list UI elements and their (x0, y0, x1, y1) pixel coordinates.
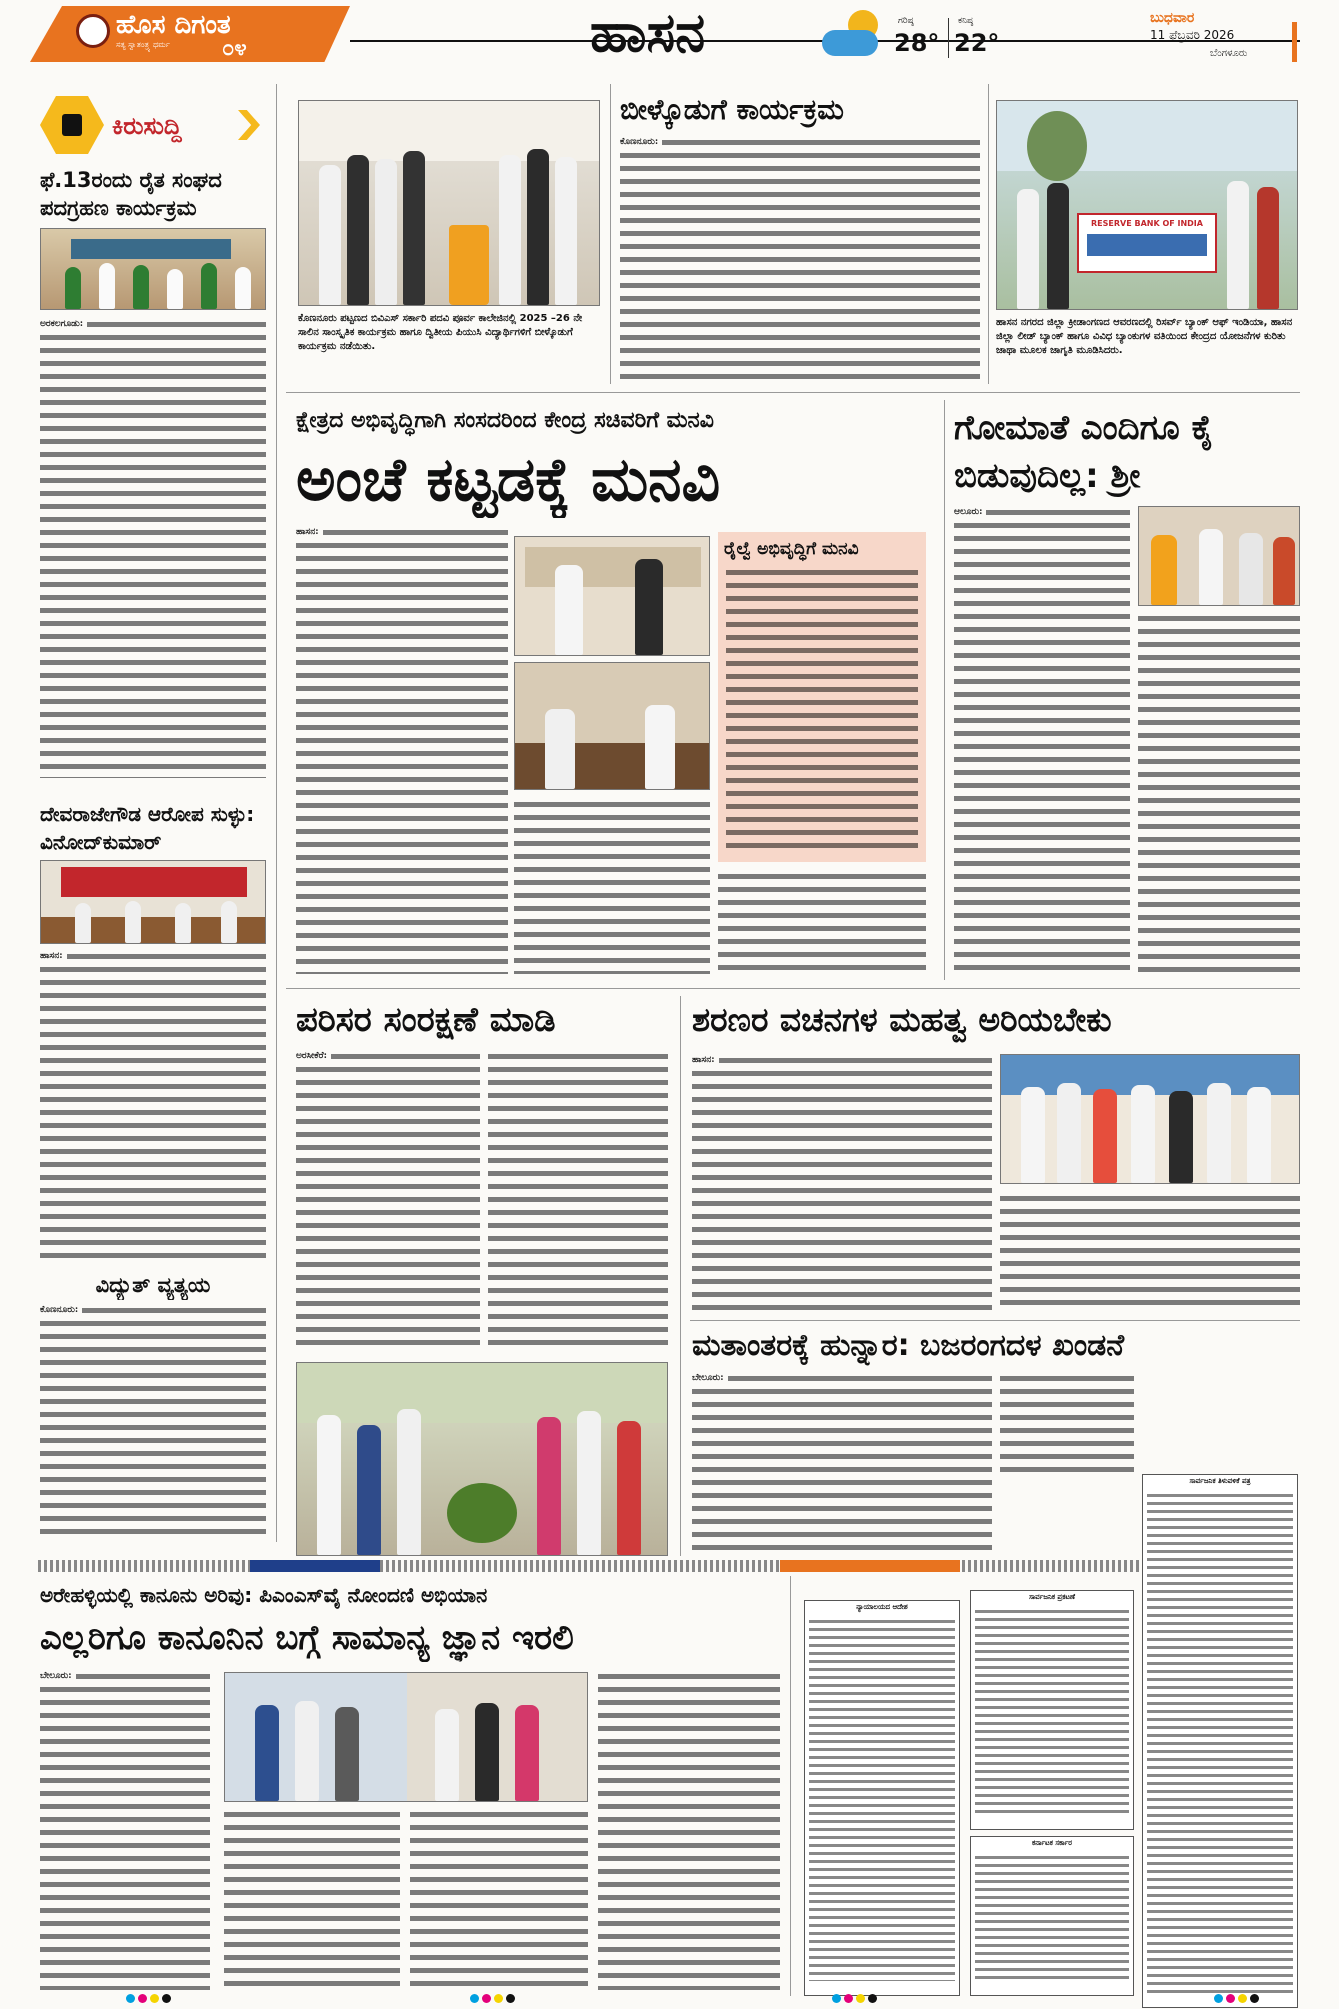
notice-strip-accent-orange (780, 1560, 960, 1572)
kanoonu-body-col-1 (40, 1670, 210, 1990)
notice-strip-accent-blue (250, 1560, 380, 1572)
parisara-headline: ಪರಿಸರ ಸಂರಕ್ಷಣೆ ಮಾಡಿ (296, 1000, 556, 1040)
column-rule (988, 84, 989, 384)
kirusuddi-headline-1: ಫೆ.13ರಂದು ರೈತ ಸಂಘದ ಪದಗ್ರಹಣ ಕಾರ್ಯಕ್ರಮ (40, 168, 222, 220)
legal-notice-title-1: ನ್ಯಾಯಾಲಯದ ಆದೇಶ (856, 1603, 908, 1611)
kirusuddi-label: ಕಿರುಸುದ್ದಿ (112, 112, 182, 140)
section-rule (286, 392, 1300, 393)
tree-planting-photo (296, 1362, 668, 1556)
kirusuddi-dateline-1: ಅರಕಲಗೂಡು: (40, 318, 87, 331)
bank-awareness-rally-photo (996, 100, 1298, 310)
sharana-body-col-1 (692, 1054, 992, 1312)
kanoonu-body-col-3 (410, 1808, 588, 1990)
brand-emblem (76, 14, 110, 48)
gomate-body-col-2 (1138, 612, 1300, 974)
registration-marks-left (126, 1994, 171, 2003)
sharana-headline: ಶರಣರ ವಚನಗಳ ಮಹತ್ವ ಅರಿಯಬೇಕು (692, 1000, 1112, 1039)
parisara-body-col-2 (488, 1050, 668, 1350)
brand-tagline: ಸತ್ಯ ಸ್ವಾತಂತ್ರ್ಯ ಧರ್ಮ (116, 40, 170, 49)
press-meet-photo (40, 860, 266, 944)
mp-meets-minister-photo-2 (514, 662, 710, 790)
masthead (0, 0, 1339, 68)
legal-notice-title-2: ಸಾರ್ವಜನಿಕ ಪ್ರಕಟಣೆ (1028, 1593, 1076, 1601)
legal-awareness-photo (224, 1672, 588, 1802)
temp-divider (948, 18, 949, 58)
date-accent-bar (1292, 22, 1297, 62)
lead-body-col-1 (296, 526, 508, 974)
legal-notice-4 (1142, 1474, 1298, 2008)
sharana-body-col-2 (1000, 1192, 1300, 1312)
city-label: ಬೆಂಗಳೂರು (1210, 48, 1248, 59)
column-rule (276, 84, 277, 1542)
section-rule (690, 1320, 1300, 1321)
day-label: ಬುಧವಾರ (1150, 10, 1195, 26)
kanoonu-kicker: ಅರೇಹಳ್ಳಿಯಲ್ಲಿ ಕಾನೂನು ಅರಿವು: ಪಿಎಂಎಸ್‌ವೈ ನೋಂದಣಿ ಅಭಿಯಾನ (40, 1583, 488, 1607)
kirusuddi-badge (40, 96, 260, 158)
matantara-dateline: ಬೇಲೂರು: (692, 1372, 728, 1385)
notice-strip-bar (38, 1560, 1298, 1572)
legal-notice-2 (970, 1590, 1134, 1830)
legal-notice-title-4: ಸಾರ್ವಜನಿಕ ತಿಳುವಳಿಕೆ ಪತ್ರ (1189, 1477, 1251, 1485)
mp-meets-minister-photo-1 (514, 536, 710, 656)
beelkodu-body (620, 136, 980, 384)
beelkodu-headline: ಬೀಳ್ಕೊಡುಗೆ ಕಾರ್ಯಕ್ರಮ (620, 93, 844, 126)
max-temp: 22° (954, 29, 1000, 57)
column-rule (610, 84, 611, 384)
gomate-dateline: ಆಲೂರು: (954, 506, 986, 519)
beelkodu-dateline: ಕೊಣನೂರು: (620, 136, 662, 149)
legal-notice-title-3: ಕರ್ನಾಟಕ ಸರ್ಕಾರ (1032, 1839, 1072, 1847)
lead-headline: ಅಂಚೆ ಕಟ್ಟಡಕ್ಕೆ ಮನವಿ (296, 445, 721, 515)
kirusuddi-dateline-2: ಹಾಸನ: (40, 950, 67, 963)
page-number: ೦೪ (222, 36, 247, 61)
lead-body-col-2 (514, 798, 710, 974)
section-rule (286, 988, 1300, 989)
gomate-body-col-1 (954, 506, 1130, 974)
sharana-dateline: ಹಾಸನ: (692, 1054, 719, 1067)
matantara-body-col-1 (692, 1372, 992, 1552)
matantara-headline: ಮತಾಂತರಕ್ಕೆ ಹುನ್ನಾರ: ಬಜರಂಗದಳ ಖಂಡನೆ (692, 1328, 1125, 1363)
vachana-event-photo (1000, 1054, 1300, 1184)
edition-name: ಹಾಸನ (590, 1, 706, 64)
lead-body-col-3 (718, 870, 926, 974)
bank-awareness-caption: ಹಾಸನ ನಗರದ ಜಿಲ್ಲಾ ಕ್ರೀಡಾಂಗಣದ ಆವರಣದಲ್ಲಿ ರಿಸರ್ವ್ ಬ್ಯಾಂಕ್ ಆಫ್ ಇಂಡಿಯಾ, ಹಾಸನ ಜಿಲ್ಲಾ ಲೀಡ್ ಬ್ಯಾಂಕ್ ಹಾಗೂ ವಿವಿಧ ಬ್ಯಾಂಕುಗಳ ವತಿಯಿಂದ ಕೇಂದ್ರದ ಯೋಜನೆಗಳ ಕುರಿತು ಜಾಥಾ ಮೂಲಕ ಜಾಗೃತಿ ಮೂಡಿಸಿದರು. (996, 317, 1293, 356)
min-temp-label: ಗರಿಷ್ಠ (898, 16, 914, 26)
farmers-meeting-photo (40, 228, 266, 310)
column-rule (680, 996, 681, 1556)
min-temp: 28° (894, 29, 940, 57)
kirusuddi-dateline-3: ಕೊಣನೂರು: (40, 1304, 82, 1317)
kirusuddi-body-1 (40, 318, 266, 778)
matantara-body-col-2 (1000, 1372, 1134, 1472)
kirusuddi-headline-3: ವಿದ್ಯುತ್ ವ್ಯತ್ಯಯ (95, 1273, 211, 1297)
registration-marks-far-right (1214, 1994, 1259, 2003)
kanoonu-dateline: ಬೇಲೂರು: (40, 1670, 76, 1683)
column-rule (790, 1576, 791, 1996)
kanoonu-body-col-2 (224, 1808, 400, 1990)
kirusuddi-body-2 (40, 950, 266, 1266)
swamiji-cow-photo (1138, 506, 1300, 606)
gomate-headline: ಗೋಮಾತೆ ಎಂದಿಗೂ ಕೈ ಬಿಡುವುದಿಲ್ಲ: ಶ್ರೀ (954, 408, 1214, 496)
college-farewell-photo (298, 100, 600, 306)
kanoonu-body-col-4 (598, 1670, 780, 1990)
college-farewell-caption: ಕೊಣನೂರು ಪಟ್ಟಣದ ಬಿವಿಎಸ್ ಸರ್ಕಾರಿ ಪದವಿ ಪೂರ್ವ ಕಾಲೇಜಿನಲ್ಲಿ 2025 –26 ನೇ ಸಾಲಿನ ಸಾಂಸ್ಕೃತಿಕ ಕಾರ್ಯಕ್ರಮ ಹಾಗೂ ದ್ವಿತೀಯ ಪಿಯುಸಿ ವಿದ್ಯಾರ್ಥಿಗಳಿಗೆ ಬೀಳ್ಕೊಡುಗೆ ಕಾರ್ಯಕ್ರಮ ನಡೆಯಿತು. (298, 313, 583, 352)
lead-dateline: ಹಾಸನ: (296, 526, 323, 539)
brand-name: ಹೊಸ ದಿಗಂತ (116, 10, 231, 40)
max-temp-label: ಕನಿಷ್ಠ (958, 16, 974, 26)
parisara-dateline: ಅರಸೀಕೆರೆ: (296, 1050, 331, 1063)
railway-sidebar (718, 532, 926, 862)
legal-notice-3 (970, 1836, 1134, 1996)
registration-marks-right (832, 1994, 877, 2003)
registration-marks-center (470, 1994, 515, 2003)
parisara-body-col-1 (296, 1050, 480, 1350)
kirusuddi-headline-2: ದೇವರಾಜೇಗೌಡ ಆರೋಪ ಸುಳ್ಳು: ವಿನೋದ್‌ಕುಮಾರ್ (40, 802, 255, 854)
railway-sidebar-title: ರೈಲ್ವೆ ಅಭಿವೃದ್ಧಿಗೆ ಮನವಿ (724, 539, 859, 559)
kanoonu-headline: ಎಲ್ಲರಿಗೂ ಕಾನೂನಿನ ಬಗ್ಗೆ ಸಾಮಾನ್ಯ ಜ್ಞಾನ ಇರಲಿ (40, 1618, 574, 1658)
date-label: 11 ಫೆಬ್ರವರಿ 2026 (1150, 28, 1235, 42)
bank-banner-text: RESERVE BANK OF INDIA (1091, 219, 1203, 228)
legal-notice-1 (804, 1600, 960, 1996)
lead-kicker: ಕ್ಷೇತ್ರದ ಅಭಿವೃದ್ಧಿಗಾಗಿ ಸಂಸದರಿಂದ ಕೇಂದ್ರ ಸಚಿವರಿಗೆ ಮನವಿ (296, 408, 714, 433)
weather-icon (822, 10, 888, 60)
column-rule (944, 400, 945, 980)
kirusuddi-body-3 (40, 1304, 266, 1542)
